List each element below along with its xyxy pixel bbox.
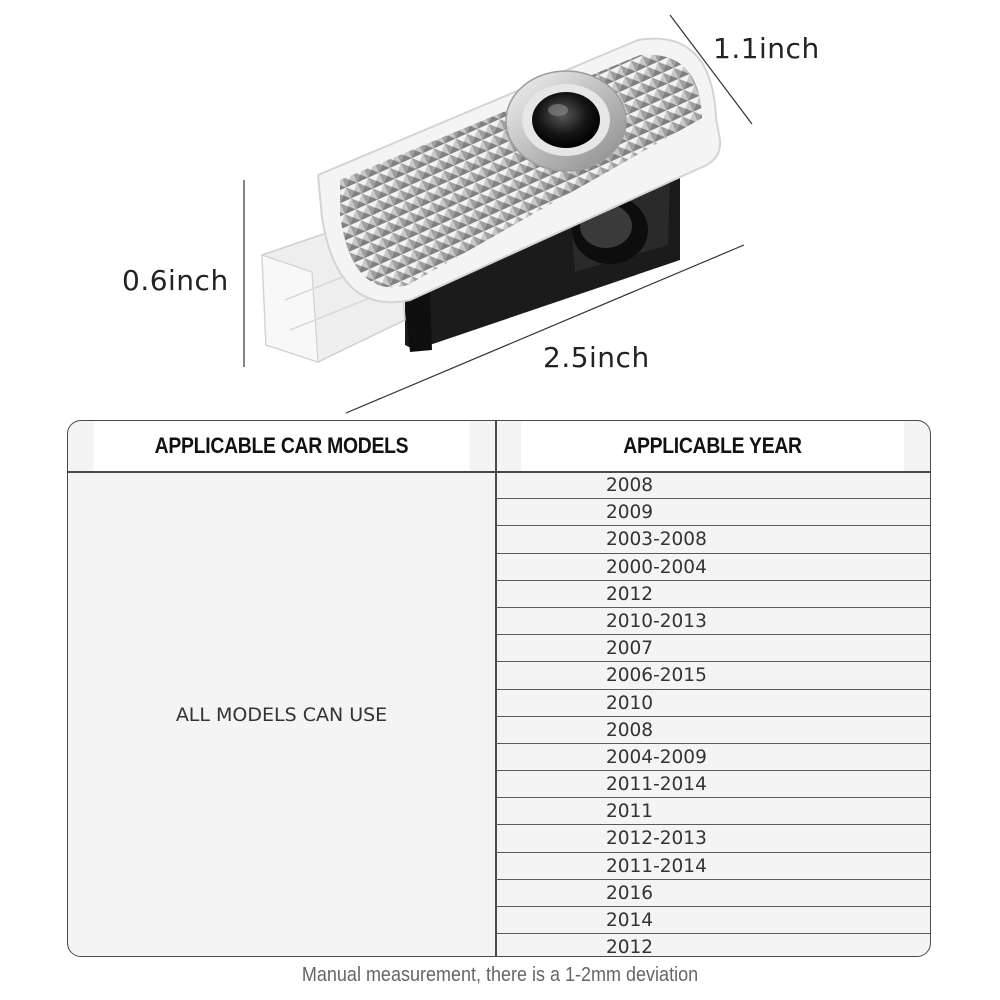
footnote: Manual measurement, there is a 1-2mm deviation bbox=[301, 964, 699, 986]
table-row: 2008 bbox=[496, 717, 930, 744]
table-row: 2007 bbox=[496, 635, 930, 662]
table-row: 2011-2014 bbox=[496, 853, 930, 880]
table-row: 2011-2014 bbox=[496, 771, 930, 798]
width-label: 1.1inch bbox=[713, 32, 820, 65]
product-image bbox=[0, 0, 1000, 420]
table-row: 2014 bbox=[496, 907, 930, 934]
models-cell: ALL MODELS CAN USE bbox=[175, 703, 388, 726]
projector-lens bbox=[532, 92, 600, 148]
table-row: 2016 bbox=[496, 880, 930, 907]
header-car-models: APPLICABLE CAR MODELS bbox=[94, 421, 470, 471]
table-row: 2003-2008 bbox=[496, 526, 930, 553]
table-row: 2004-2009 bbox=[496, 744, 930, 771]
height-label: 0.6inch bbox=[122, 264, 229, 297]
years-column bbox=[496, 472, 930, 956]
length-label: 2.5inch bbox=[543, 341, 650, 374]
table-row: 2010 bbox=[496, 690, 930, 717]
table-row: 2000-2004 bbox=[496, 554, 930, 581]
table-row: 2010-2013 bbox=[496, 608, 930, 635]
table-row: 2006-2015 bbox=[496, 662, 930, 689]
table-row: 2008 bbox=[496, 472, 930, 499]
table-row: 2011 bbox=[496, 798, 930, 825]
compatibility-table bbox=[67, 420, 931, 957]
header-year: APPLICABLE YEAR bbox=[521, 421, 904, 471]
table-row: 2009 bbox=[496, 499, 930, 526]
table-row: 2012 bbox=[496, 581, 930, 608]
table-row: 2012-2013 bbox=[496, 825, 930, 852]
table-row: 2012 bbox=[606, 937, 654, 957]
